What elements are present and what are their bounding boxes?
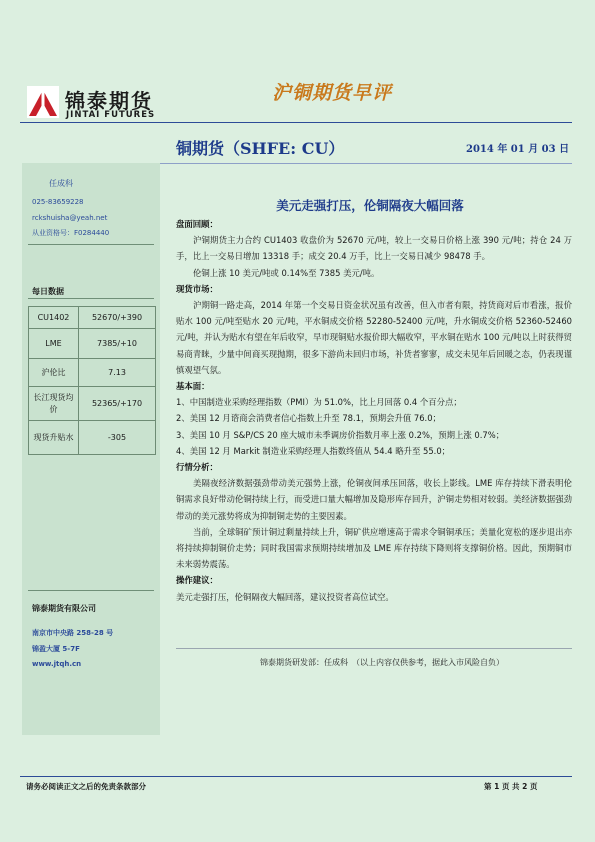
footer-divider <box>20 776 572 777</box>
paragraph: 美元走强打压，伦铜隔夜大幅回落，建议投资者高位试空。 <box>176 591 394 602</box>
table-row <box>29 359 156 387</box>
paragraph: 当前，全球铜矿预计铜过剩量持续上升，铜矿供应增速高于需求令铜铜承压；美量化宽松的逐步退出亦将持续抑制铜价走势；同时我国需求预期持续增加及 LME 库存持续下降则将支撑铜价格。因此，预期铜市未来弱势震荡。 <box>176 526 572 570</box>
report-subtitle: 铜期货（SHFE: CU） <box>176 139 345 158</box>
table-row <box>29 421 156 455</box>
byline-divider <box>176 648 572 649</box>
article-body <box>176 216 572 605</box>
table-row <box>29 329 156 359</box>
logo-english-name: JINTAI FUTURES <box>66 110 156 120</box>
section-heading: 基本面： <box>176 381 210 392</box>
company-website[interactable]: www.jtqh.cn <box>32 660 82 668</box>
list-item: 3、美国 10 月 S&P/CS 20 座大城市未季调房价指数月率上涨 0.2%，预期上涨 0.7%； <box>176 429 505 440</box>
daily-data-title: 每日数据 <box>32 287 64 296</box>
row-label: CU1402 <box>29 307 79 329</box>
article-title: 美元走强打压，伦铜隔夜大幅回落 <box>276 198 464 213</box>
byline: 锦泰期货研发部：任成科 （以上内容仅供参考，据此入市风险自负） <box>260 658 504 667</box>
footer-disclaimer: 请务必阅读正文之后的免责条款部分 <box>26 782 146 791</box>
section-heading: 现货市场： <box>176 283 218 294</box>
section-heading: 盘面回顾： <box>176 219 218 229</box>
row-value: 52365/+170 <box>79 387 156 421</box>
row-value: 7.13 <box>79 359 156 387</box>
list-item: 2、美国 12 月谘商会消费者信心指数上升至 78.1，预期会升值 76.0； <box>176 413 441 424</box>
paragraph: 美隔夜经济数据强劲带动美元强势上涨，伦铜夜间承压回落，收长上影线。LME 库存持续下滑表明伦铜需求良好带动伦铜持续上行，而受进口量大幅增加及隐形库存回升，沪铜走势相对较弱。美经济数据强劲带动的美元涨势将成为抑制铜走势的主要因素。 <box>176 478 572 521</box>
analyst-qualification: 从业资格号：F0284440 <box>32 229 110 237</box>
row-value: -305 <box>79 421 156 455</box>
report-date: 2014 年 01 月 03 日 <box>466 144 570 155</box>
logo-chinese-name: 锦泰期货 <box>65 89 153 113</box>
company-name: 锦泰期货有限公司 <box>32 604 96 613</box>
list-item: 1、中国制造业采购经理指数（PMI）为 51.0%，比上月回落 0.4 个百分点； <box>176 397 462 408</box>
company-address-line2: 锦盈大厦 5-7F <box>32 645 80 653</box>
jintai-logo-icon <box>27 86 59 118</box>
row-value: 52670/+390 <box>79 307 156 329</box>
header-divider <box>20 122 572 123</box>
page-number: 第 1 页 共 2 页 <box>484 782 538 791</box>
paragraph: 伦铜上涨 10 美元/吨或 0.14%至 7385 美元/吨。 <box>193 267 380 278</box>
paragraph: 沪期铜一路走高，2014 年第一个交易日资金状况虽有改善，但入市者有限，持货商对后市看涨，报价贴水 100 元/吨至贴水 20 元/吨，平水铜成交价格 52280-52400 元/吨，升水铜成交价格 52360-52460 元/吨，并认为贴水有望在年后收窄，早市现铜贴水报价即大幅收窄，平水铜在贴水 100 元/吨以上时获得贸易商青睐，少量中间商买现抛期，很多下游尚未回归市场，补货者寥寥，成交未见年后回暖之态，仍表现谨慎观望气氛。 <box>176 300 572 375</box>
report-title: 沪铜期货早评 <box>272 82 393 104</box>
paragraph: 沪铜期货主力合约 CU1403 收盘价为 52670 元/吨，较上一交易日价格上涨 390 元/吨；持仓 24 万手，比上一交易日增加 13318 手；成交 20.4 万手，比上一交易日减少 98478 手。 <box>176 235 572 262</box>
sidebar-divider <box>28 244 154 245</box>
row-label: 现货升贴水 <box>29 421 79 455</box>
row-value: 7385/+10 <box>79 329 156 359</box>
analyst-name: 任成科 <box>49 179 73 188</box>
daily-data-table <box>28 306 156 455</box>
section-heading: 操作建议： <box>176 575 218 586</box>
row-label: LME <box>29 329 79 359</box>
row-label: 长江现货均价 <box>29 387 79 421</box>
company-logo <box>27 84 159 124</box>
list-item: 4、美国 12 月 Markit 制造业采购经理人指数终值从 54.4 略升至 55.0； <box>176 445 451 456</box>
company-address-line1: 南京市中央路 258-28 号 <box>32 629 114 637</box>
company-divider <box>28 590 154 591</box>
analyst-phone: 025-83659228 <box>32 198 84 206</box>
table-row <box>29 387 156 421</box>
row-label: 沪伦比 <box>29 359 79 387</box>
section-heading: 行情分析： <box>176 462 218 473</box>
daily-data-divider <box>28 298 154 299</box>
analyst-email[interactable]: rckshuisha@yeah.net <box>32 214 108 222</box>
table-row <box>29 307 156 329</box>
